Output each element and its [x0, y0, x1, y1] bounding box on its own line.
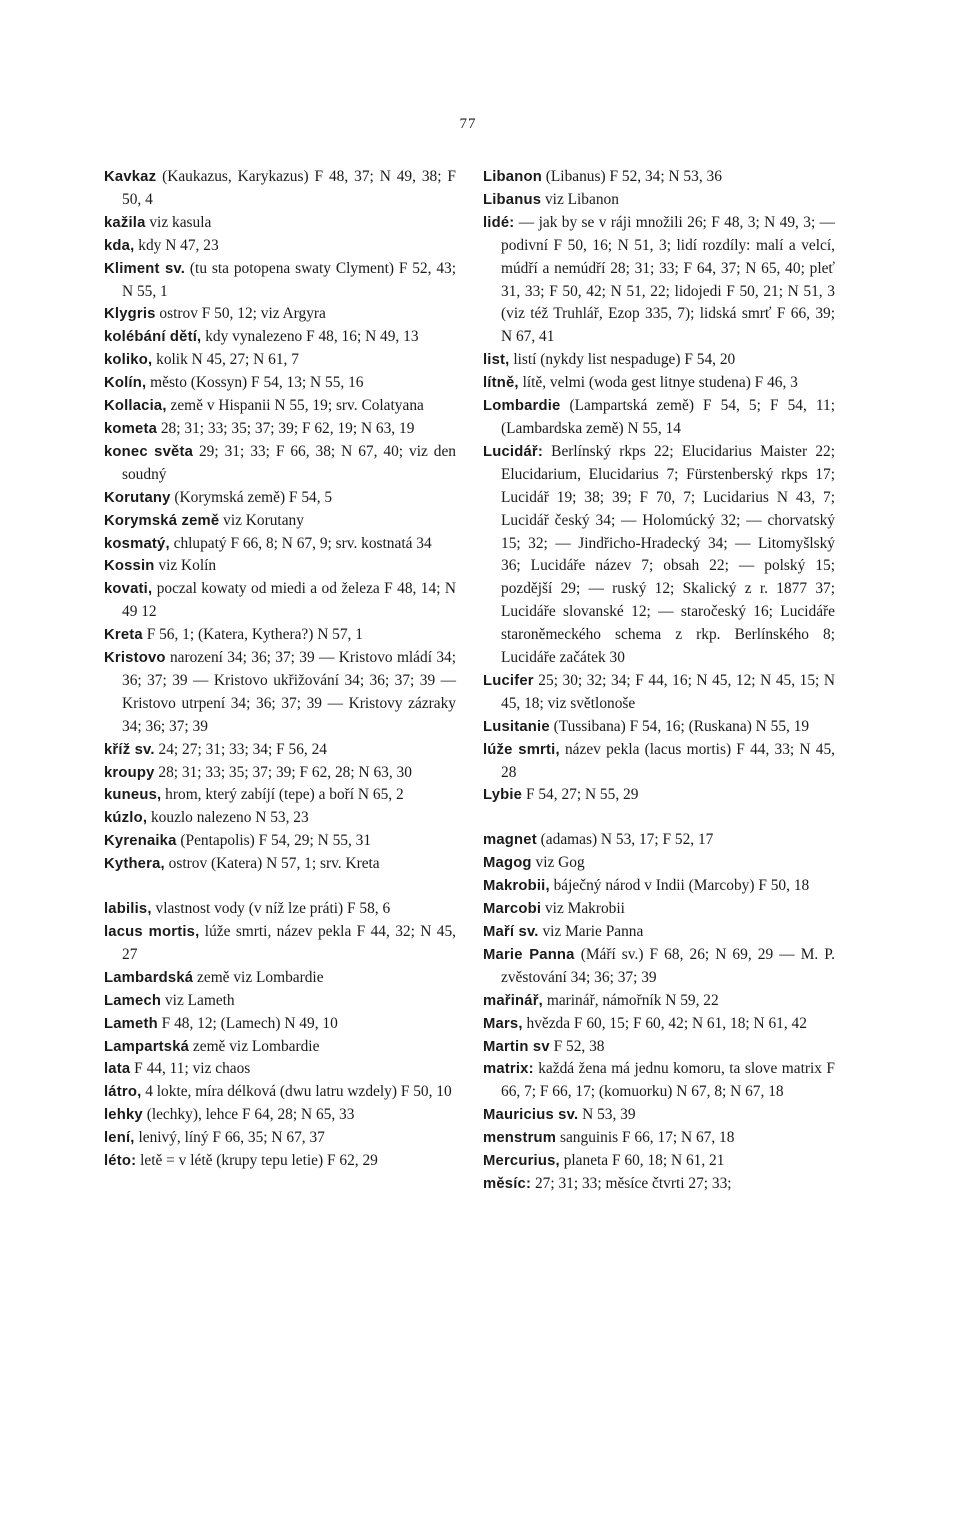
index-entry: [483, 212, 835, 349]
index-entry-references: F 54, 27; N 55, 29: [522, 786, 639, 804]
page-number: 77: [459, 116, 477, 132]
index-entry-references: narození 34; 36; 37; 39 — Kristovo mládí 34; 36; 37; 39 — Kristovo ukřižování 34; 36; 37; 39 — Kristovo utrpení 34; 36; 37; 39 — Kristovy zázraky 34; 36; 37; 39: [122, 649, 456, 735]
index-entry-headword: kuneus,: [104, 787, 162, 804]
index-entry-references: viz Marie Panna: [538, 923, 644, 940]
index-entry: [104, 990, 456, 1013]
index-entry-headword: kosmatý,: [104, 535, 170, 552]
index-entry-references: kouzlo nalezeno N 53, 23: [147, 809, 309, 827]
index-entry-headword: Mauricius sv.: [483, 1107, 579, 1124]
index-entry-references: vlastnost vody (v níž lze práti) F 58, 6: [151, 900, 391, 918]
index-entry: [483, 670, 835, 716]
index-entry-headword: lúže smrti,: [483, 741, 560, 758]
index-entry-headword: Korutany: [104, 489, 171, 506]
index-entry: [483, 372, 835, 395]
index-entry: [104, 395, 456, 418]
index-entry-references: F 56, 1; (Katera, Kythera?) N 57, 1: [142, 626, 363, 644]
index-entry: [104, 921, 456, 967]
index-entry: [104, 739, 456, 762]
index-entry-headword: Kolín,: [104, 375, 147, 392]
index-entry: [104, 853, 456, 876]
index-entry-references: lúže smrti, název pekla F 44, 32; N 45, 27: [122, 923, 456, 963]
index-entry: [104, 762, 456, 785]
index-entry-references: 24; 27; 31; 33; 34; F 56, 24: [154, 740, 327, 758]
index-entry: [483, 1150, 835, 1173]
index-entry-references: (Tussibana) F 54, 16; (Ruskana) N 55, 19: [549, 717, 810, 735]
index-entry-headword: Kythera,: [104, 856, 165, 873]
index-entry: [483, 1127, 835, 1150]
index-entry: [483, 189, 835, 212]
index-entry: [483, 875, 835, 898]
index-entry: [483, 739, 835, 785]
index-entry: [104, 555, 456, 578]
index-entry-references: F 52, 38: [549, 1037, 605, 1055]
index-entry-references: země viz Lombardie: [189, 1037, 320, 1055]
index-entry-headword: Makrobii,: [483, 878, 550, 895]
index-entry: [483, 1013, 835, 1036]
index-entry-headword: lacus mortis,: [104, 924, 200, 940]
index-entry-references: město (Kossyn) F 54, 13; N 55, 16: [146, 374, 364, 392]
index-entry: [483, 441, 835, 670]
index-entry: [104, 1058, 456, 1081]
index-entry-headword: Lameth: [104, 1015, 158, 1032]
index-entry: [104, 533, 456, 556]
index-entry: [104, 624, 456, 647]
index-entry-references: lítě, velmi (woda gest litnye studena) F 46, 3: [518, 374, 798, 392]
index-entry-headword: Magog: [483, 855, 532, 872]
index-entry-references: 28; 31; 33; 35; 37; 39; F 62, 19; N 63, 19: [157, 419, 415, 437]
index-entry-headword: lení,: [104, 1130, 135, 1147]
index-entry-references: lenivý, líný F 66, 35; N 67, 37: [134, 1129, 325, 1147]
index-entry-references: 28; 31; 33; 35; 37; 39; F 62, 28; N 63, 30: [154, 763, 412, 781]
index-entry: [483, 921, 835, 944]
index-entry-references: poczal kowaty od miedi a od železa F 48, 14; N 49 12: [122, 580, 456, 621]
index-entry-headword: Lambardská: [104, 969, 194, 986]
index-entry-headword: Lombardie: [483, 398, 561, 415]
index-entry-references: (Libanus) F 52, 34; N 53, 36: [541, 168, 722, 185]
index-entry-headword: kovati,: [104, 581, 153, 598]
index-entry: [104, 807, 456, 830]
section-gap: [104, 876, 456, 898]
index-entry-headword: kda,: [104, 237, 135, 254]
index-entry-references: viz Libanon: [541, 190, 619, 208]
index-entry: [483, 944, 835, 990]
index-entry-headword: mařinář,: [483, 992, 543, 1009]
index-entry-headword: Kavkaz: [104, 169, 157, 185]
index-entry-headword: látro,: [104, 1084, 142, 1101]
index-entry: [483, 829, 835, 852]
index-entry-references: země viz Lombardie: [193, 968, 324, 986]
index-entry: [104, 1104, 456, 1127]
index-entry: [104, 487, 456, 510]
index-entry-references: listí (nykdy list nespaduge) F 54, 20: [509, 351, 736, 369]
index-entry-headword: Lucidář:: [483, 443, 543, 460]
index-entry-references: — jak by se v ráji množili 26; F 48, 3; N 49, 3; — podivní F 50, 16; N 51, 3; lidí rozdíly: malí a velcí, múdří a nemúdří 28; 31; 33; F 64, 37; N 65, 40; pleť 31, 33; F 50, 42; N 51, 22; lidojedi F 50, 21; N 51, 3 (viz též Truhlář, Ezop 335, 7); lidská smrť F 66, 39; N 67, 41: [501, 213, 835, 346]
index-entry-references: 4 lokte, míra délková (dwu latru wzdely) F 50, 10: [141, 1083, 452, 1101]
index-entry: [104, 510, 456, 533]
index-entry-references: 29; 31; 33; F 66, 38; N 67, 40; viz den soudný: [122, 442, 456, 483]
index-entry-references: 27; 31; 33; měsíce čtvrti 27; 33;: [531, 1174, 732, 1192]
index-entry-references: hvězda F 60, 15; F 60, 42; N 61, 18; N 61, 42: [522, 1014, 807, 1032]
index-entry: [104, 1036, 456, 1059]
index-entry-headword: Mercurius,: [483, 1153, 560, 1170]
index-entry: [104, 349, 456, 372]
index-entry-references: název pekla (lacus mortis) F 44, 33; N 45, 28: [501, 740, 835, 781]
index-entry-references: sanguinis F 66, 17; N 67, 18: [556, 1129, 735, 1147]
index-entry-references: (Máří sv.) F 68, 26; N 69, 29 — M. P. zvěstování 34; 36; 37; 39: [501, 945, 835, 986]
index-entry: [104, 830, 456, 853]
left-column: [104, 166, 456, 1173]
index-entry: [104, 258, 456, 304]
index-entry-headword: Kyrenaika: [104, 833, 177, 850]
index-entry-headword: koliko,: [104, 352, 153, 369]
index-entry: [104, 578, 456, 624]
index-entry-headword: list,: [483, 352, 510, 369]
index-entry-headword: Martin sv: [483, 1038, 550, 1055]
index-entry: [104, 1013, 456, 1036]
index-entry-references: (Kaukazus, Karykazus) F 48, 37; N 49, 38; F 50, 4: [122, 168, 456, 208]
index-entry-references: ostrov (Katera) N 57, 1; srv. Kreta: [164, 855, 380, 873]
index-entry-headword: lidé:: [483, 214, 515, 231]
index-entry-headword: labilis,: [104, 901, 152, 918]
index-entry-references: hrom, který zabíjí (tepe) a boří N 65, 2: [161, 786, 404, 804]
index-entry-headword: matrix:: [483, 1061, 534, 1078]
index-entry: [104, 441, 456, 487]
index-entry: [483, 716, 835, 739]
index-entry-headword: Kollacia,: [104, 398, 167, 415]
index-entry-headword: lata: [104, 1061, 131, 1078]
index-entry: [104, 166, 456, 212]
index-entry-headword: Kliment sv.: [104, 260, 186, 277]
index-entry-headword: Kreta: [104, 627, 143, 644]
index-entry-references: (Korymská země) F 54, 5: [170, 488, 333, 506]
index-entry-references: kolik N 45, 27; N 61, 7: [152, 351, 299, 369]
index-entry-references: viz Lameth: [161, 991, 235, 1009]
index-entry: [483, 1058, 835, 1104]
index-entry-references: F 48, 12; (Lamech) N 49, 10: [157, 1014, 338, 1032]
index-entry: [483, 1104, 835, 1127]
index-entry-headword: Klygris: [104, 306, 156, 323]
index-entry-headword: Lybie: [483, 787, 523, 804]
index-entry-headword: Mars,: [483, 1015, 523, 1032]
index-entry: [104, 784, 456, 807]
index-entry-headword: magnet: [483, 832, 537, 849]
index-section-l-continued: [483, 166, 835, 807]
index-entry: [483, 395, 835, 441]
index-entry-headword: léto:: [104, 1153, 137, 1170]
index-entry-references: (Pentapolis) F 54, 29; N 55, 31: [176, 832, 372, 850]
index-entry-references: N 53, 39: [578, 1106, 636, 1124]
index-entry-references: kdy N 47, 23: [134, 236, 219, 254]
index-entry: [483, 898, 835, 921]
index-section-l: [104, 898, 456, 1173]
index-entry-headword: kříž sv.: [104, 741, 155, 758]
index-entry: [104, 303, 456, 326]
index-entry: [104, 418, 456, 441]
index-entry: [104, 1081, 456, 1104]
index-entry-headword: Libanus: [483, 191, 542, 208]
index-entry-headword: Maří sv.: [483, 924, 539, 940]
index-entry-headword: kometa: [104, 420, 158, 437]
index-entry-references: marinář, námořník N 59, 22: [543, 991, 719, 1009]
section-gap: [483, 807, 835, 829]
index-entry-references: (Lampartská země) F 54, 5; F 54, 11; (Lambardska země) N 55, 14: [501, 397, 835, 437]
index-entry-headword: kúzlo,: [104, 810, 148, 827]
index-entry-references: země v Hispanii N 55, 19; srv. Colatyana: [166, 397, 424, 415]
index-entry-headword: Lusitanie: [483, 718, 550, 735]
index-entry-headword: menstrum: [483, 1130, 557, 1147]
index-entry-references: Berlínský rkps 22; Elucidarius Maister 22; Elucidarium, Elucidarius 7; Fürstenberský rkps 17; Lucidář 19; 38; 39; F 70, 7; Lucidarius N 43, 7; Lucidář český 34; — Holomúcký 32; — chorvatský 15; 32; — Jindřicho-Hradecký 34; — Litomyšlský 36; Lucidáře název 7; obsah 22; — polský 15; pozdější 29; — ruský 12; Skalický z r. 1877 37; Lucidáře slovanské 12; — staročeský 16; Lucidáře staroněmeckého schema z rkp. Berlínského 8; Lucidáře začátek 30: [501, 442, 835, 667]
index-entry-references: 25; 30; 32; 34; F 44, 16; N 45, 12; N 45, 15; N 45, 18; viz světlonoše: [501, 671, 835, 712]
index-entry-headword: Lucifer: [483, 672, 534, 689]
index-entry: [483, 1173, 835, 1196]
index-entry-references: (lechky), lehce F 64, 28; N 65, 33: [142, 1106, 355, 1124]
index-entry: [104, 647, 456, 739]
index-entry-references: F 44, 11; viz chaos: [130, 1060, 251, 1078]
index-entry-headword: konec světa: [104, 443, 194, 460]
index-entry-references: ostrov F 50, 12; viz Argyra: [155, 305, 326, 323]
right-column: [483, 166, 835, 1196]
index-entry-references: viz Korutany: [219, 511, 304, 529]
index-entry-headword: Kossin: [104, 558, 155, 575]
index-entry-headword: lehky: [104, 1107, 143, 1124]
index-section-k: [104, 166, 456, 876]
index-entry: [104, 235, 456, 258]
index-entry: [483, 990, 835, 1013]
index-entry-headword: měsíc:: [483, 1175, 532, 1192]
index-entry: [104, 898, 456, 921]
index-entry: [104, 372, 456, 395]
index-entry-headword: kažila: [104, 214, 146, 231]
index-entry-references: báječný národ v Indii (Marcoby) F 50, 18: [549, 877, 810, 895]
index-entry-references: viz kasula: [145, 213, 212, 231]
index-entry-headword: kroupy: [104, 764, 155, 781]
index-entry-references: viz Makrobii: [541, 900, 625, 918]
index-entry-references: každá žena má jednu komoru, ta slove matrix F 66, 7; F 66, 17; (komuorku) N 67, 8; N 67, 18: [501, 1060, 835, 1101]
index-entry-headword: Marie Panna: [483, 946, 575, 963]
index-entry: [483, 852, 835, 875]
index-entry-headword: lítně,: [483, 375, 519, 392]
index-entry-headword: Lamech: [104, 992, 162, 1009]
index-entry-headword: Libanon: [483, 169, 542, 185]
index-entry: [104, 1150, 456, 1173]
index-entry-references: viz Kolín: [154, 557, 217, 575]
index-entry: [104, 326, 456, 349]
index-entry: [483, 166, 835, 189]
index-entry: [483, 784, 835, 807]
index-entry-headword: Korymská země: [104, 512, 220, 529]
index-entry: [483, 349, 835, 372]
index-entry: [483, 1036, 835, 1059]
index-entry-references: viz Gog: [531, 854, 585, 872]
index-entry-headword: Lampartská: [104, 1038, 190, 1055]
index-entry-headword: Marcobi: [483, 901, 542, 918]
index-entry-references: (tu sta potopena swaty Clyment) F 52, 43; N 55, 1: [122, 259, 456, 300]
index-entry-headword: Kristovo: [104, 650, 166, 667]
index-entry: [104, 1127, 456, 1150]
index-entry-references: chlupatý F 66, 8; N 67, 9; srv. kostnatá 34: [169, 534, 432, 552]
index-entry-references: (adamas) N 53, 17; F 52, 17: [536, 831, 714, 849]
index-entry-references: planeta F 60, 18; N 61, 21: [559, 1152, 725, 1170]
index-entry-references: letě = v létě (krupy tepu letie) F 62, 29: [136, 1152, 378, 1170]
index-entry-headword: kolébání dětí,: [104, 329, 202, 346]
index-entry: [104, 212, 456, 235]
index-entry: [104, 967, 456, 990]
index-entry-references: kdy vynalezeno F 48, 16; N 49, 13: [201, 328, 419, 346]
index-section-m: [483, 829, 835, 1196]
